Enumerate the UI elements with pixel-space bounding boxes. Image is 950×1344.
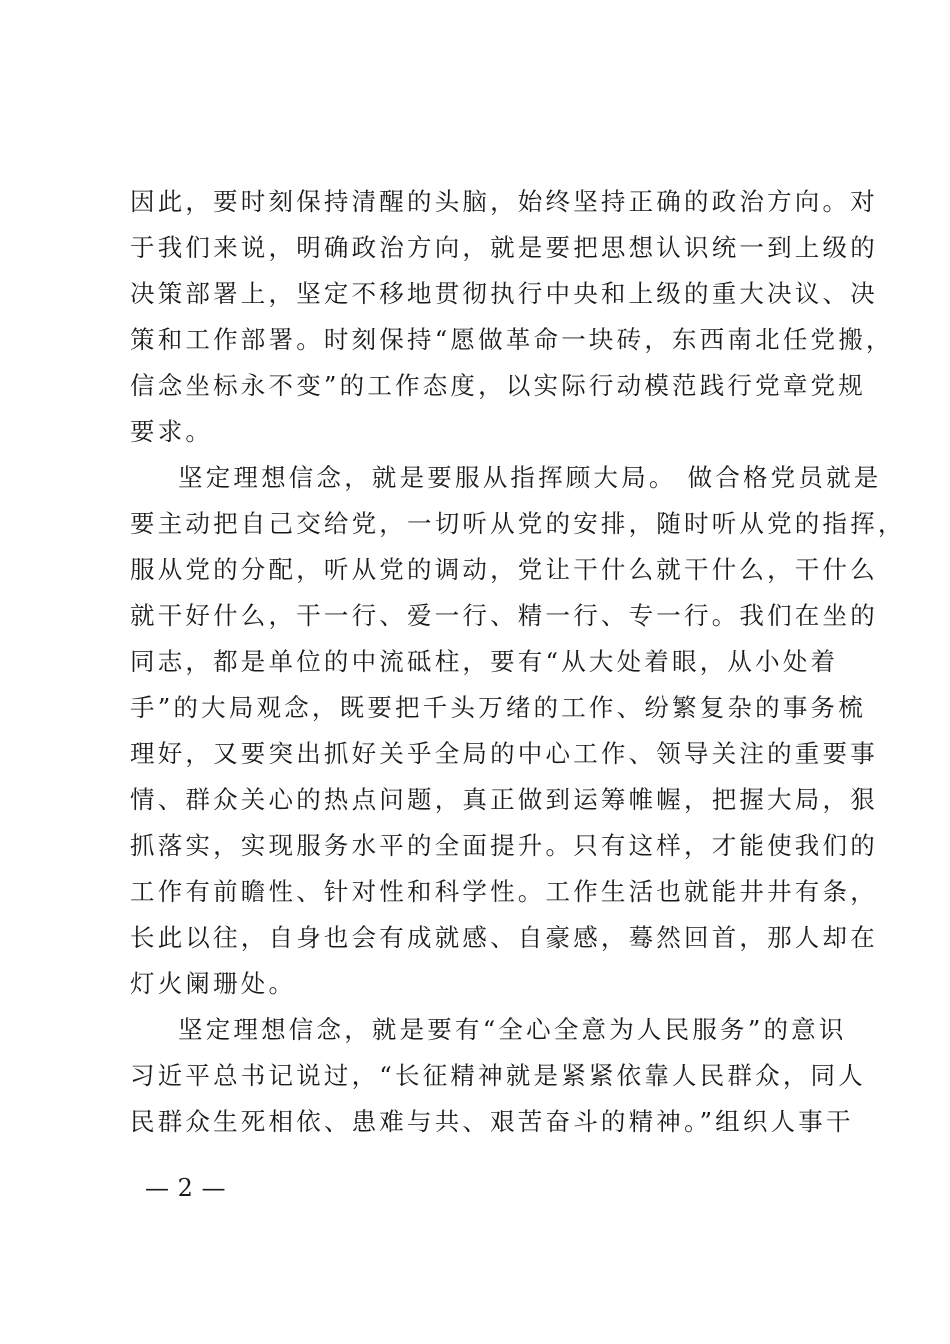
paragraph-line: 工作有前瞻性、针对性和科学性。工作生活也就能井井有条， xyxy=(130,877,878,906)
paragraph-line: 因此，要时刻保持清醒的头脑，始终坚持正确的政治方向。对 xyxy=(130,187,878,216)
paragraph-line: 服从党的分配，听从党的调动，党让干什么就干什么，干什么 xyxy=(130,555,878,584)
paragraph-line: 手”的大局观念，既要把千头万绪的工作、纷繁复杂的事务梳 xyxy=(130,693,866,722)
paragraph-line: 民群众生死相依、患难与共、艰苦奋斗的精神。”组织人事干 xyxy=(130,1107,854,1136)
paragraph-line: 坚定理想信念，就是要有“全心全意为人民服务”的意识 xyxy=(178,1015,847,1044)
paragraph-line: 抓落实，实现服务水平的全面提升。只有这样，才能使我们的 xyxy=(130,831,878,860)
paragraph-line: 策和工作部署。时刻保持“愿做革命一块砖，东西南北任党搬， xyxy=(130,325,894,354)
paragraph-line: 要求。 xyxy=(130,417,214,446)
page-number: — 2 — xyxy=(145,1174,227,1202)
paragraph-line: 理好，又要突出抓好关乎全局的中心工作、领导关注的重要事 xyxy=(130,739,878,768)
paragraph-line: 灯火阑珊处。 xyxy=(130,969,297,998)
paragraph-line: 坚定理想信念，就是要服从指挥顾大局。 做合格党员就是 xyxy=(178,463,882,492)
paragraph-line: 于我们来说，明确政治方向，就是要把思想认识统一到上级的 xyxy=(130,233,878,262)
paragraph-line: 决策部署上，坚定不移地贯彻执行中央和上级的重大决议、决 xyxy=(130,279,878,308)
paragraph-line: 信念坐标永不变”的工作态度，以实际行动模范践行党章党规 xyxy=(130,371,866,400)
paragraph-line: 就干好什么，干一行、爱一行、精一行、专一行。我们在坐的 xyxy=(130,601,878,630)
paragraph-line: 习近平总书记说过，“长征精神就是紧紧依靠人民群众，同人 xyxy=(130,1061,866,1090)
paragraph-line: 要主动把自己交给党，一切听从党的安排，随时听从党的指挥， xyxy=(130,509,906,538)
paragraph-line: 情、群众关心的热点问题，真正做到运筹帷幄，把握大局，狠 xyxy=(130,785,878,814)
paragraph-line: 同志，都是单位的中流砥柱，要有“从大处着眼，从小处着 xyxy=(130,647,839,676)
paragraph-line: 长此以往，自身也会有成就感、自豪感，蓦然回首，那人却在 xyxy=(130,923,878,952)
